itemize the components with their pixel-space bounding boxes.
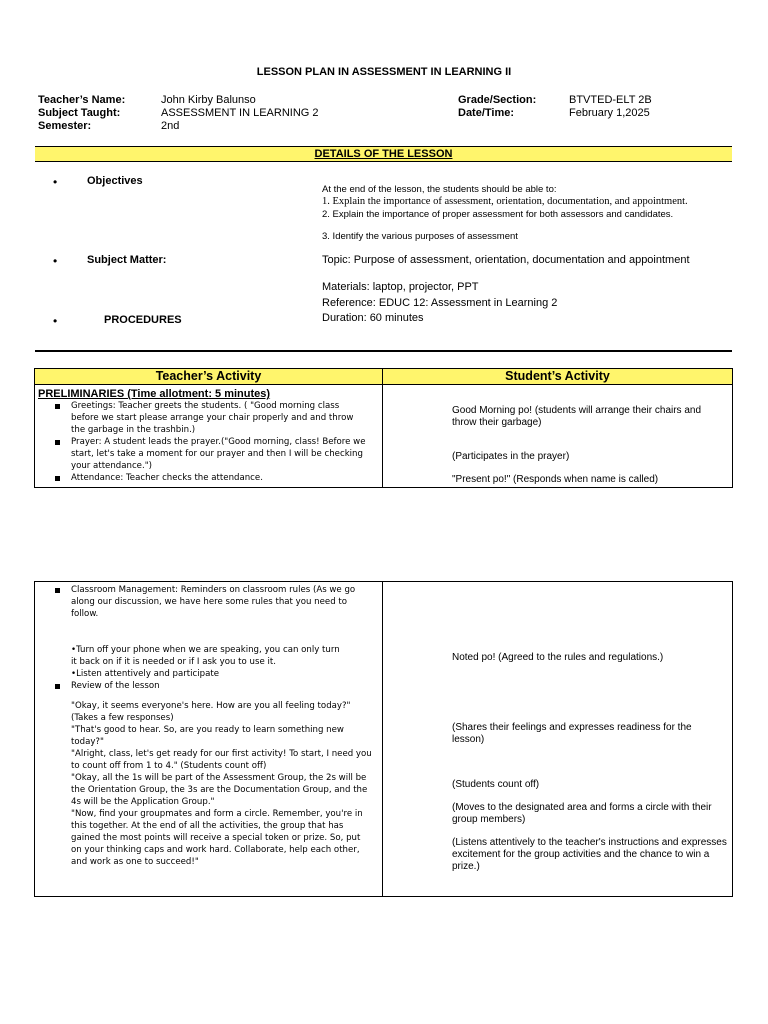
student-moves-response: (Moves to the designated area and forms a circle with their group members) — [452, 802, 712, 825]
semester-label: Semester: — [38, 120, 92, 132]
objective-item-2: 2. Explain the importance of proper assessment for both assessors and candidates. — [322, 209, 674, 220]
teacher-activity-cell — [35, 385, 383, 488]
subject-matter-materials: Materials: laptop, projector, PPT — [322, 281, 479, 293]
teacher-name-value: John Kirby Balunso — [161, 94, 256, 106]
document-title: LESSON PLAN IN ASSESSMENT IN LEARNING II — [256, 66, 512, 78]
student-count-response: (Students count off) — [452, 779, 540, 790]
student-activity-header: Student’s Activity — [383, 369, 733, 385]
student-noted-response: Noted po! (Agreed to the rules and regulations.) — [452, 652, 664, 663]
list-item — [35, 436, 382, 472]
prayer-text: Prayer: A student leads the prayer.("Good morning, class! Before we start, let's take a moment for our prayer and then I will be checking your attendance.") — [71, 437, 366, 471]
subject-matter-label: Subject Matter: — [87, 254, 167, 266]
activity-table-2 — [34, 581, 733, 897]
bullet-objectives: • — [53, 175, 58, 189]
teacher-activity-cell — [35, 582, 383, 897]
teacher-activity-header: Teacher’s Activity — [35, 369, 383, 385]
student-activity-cell — [383, 385, 733, 488]
objective-item-1: 1. Explain the importance of assessment, orientation, documentation, and appointment. — [322, 196, 688, 207]
activity-table-1 — [34, 368, 733, 488]
date-time-value: February 1,2025 — [569, 107, 650, 119]
objective-item-3: 3. Identify the various purposes of assessment — [322, 231, 518, 242]
list-item — [35, 680, 382, 692]
preliminaries-heading: PRELIMINARIES (Time allotment: 5 minutes) — [38, 388, 271, 400]
details-heading: DETAILS OF THE LESSON — [314, 148, 453, 160]
objectives-intro: At the end of the lesson, the students should be able to: — [322, 184, 557, 195]
grade-section-value: BTVTED-ELT 2B — [569, 94, 652, 106]
subject-taught-label: Subject Taught: — [38, 107, 121, 119]
details-heading-band — [35, 146, 732, 162]
teacher-paragraph-4: "Okay, all the 1s will be part of the Assessment Group, the 2s will be the Orientation Group, the 3s are the Documentation Group, and the 4s will be the Application Group." — [71, 773, 368, 807]
teacher-paragraph-3: "Alright, class, let's get ready for our first activity! To start, I need you to count off from 1 to 4." (Students count off) — [71, 749, 372, 771]
bullet-procedures: • — [53, 314, 58, 328]
teacher-paragraph-1: "Okay, it seems everyone's here. How are you all feeling today?" (Takes a few responses) — [71, 701, 351, 723]
student-activity-cell — [383, 582, 733, 897]
grade-section-label: Grade/Section: — [458, 94, 537, 106]
procedures-label: PROCEDURES — [104, 314, 182, 326]
student-attendance-response: "Present po!" (Responds when name is called) — [452, 474, 659, 485]
subject-matter-topic: Topic: Purpose of assessment, orientation, documentation and appointment — [322, 254, 690, 266]
list-item — [35, 400, 382, 436]
objectives-label: Objectives — [87, 175, 143, 187]
date-time-label: Date/Time: — [458, 107, 515, 119]
subject-matter-duration: Duration: 60 minutes — [322, 312, 424, 324]
rule-phone: •Turn off your phone when we are speaking, you can only turn it back on if it is needed or if I ask you to use it. — [71, 645, 340, 667]
teacher-name-label: Teacher’s Name: — [38, 94, 126, 106]
student-listens-response: (Listens attentively to the teacher's instructions and expresses excitement for the group activities and the chance to win a prize.) — [452, 837, 727, 872]
student-greetings-response: Good Morning po! (students will arrange their chairs and throw their garbage) — [452, 405, 702, 428]
student-shares-response: (Shares their feelings and expresses readiness for the lesson) — [452, 722, 692, 745]
semester-value: 2nd — [161, 120, 180, 132]
rule-listen: •Listen attentively and participate — [71, 669, 220, 679]
bullet-subject-matter: • — [53, 254, 58, 268]
teacher-paragraph-5: "Now, find your groupmates and form a circle. Remember, you're in this together. At the end of all the activities, the group that has gained the most points will receive a special token or prize. So, put on your thinking caps and work hard. Collaborate, help each other, and work as one to succeed!" — [71, 809, 363, 867]
review-text: Review of the lesson — [71, 681, 160, 691]
attendance-text: Attendance: Teacher checks the attendance. — [71, 473, 263, 483]
greetings-text: Greetings: Teacher greets the students. ( "Good morning class before we start please arrange your chair properly and and throw the garbage in the trashbin.) — [71, 401, 354, 435]
subject-matter-reference: Reference: EDUC 12: Assessment in Learning 2 — [322, 297, 558, 309]
list-item — [35, 584, 382, 620]
list-item — [35, 472, 382, 484]
section-divider — [35, 350, 732, 352]
teacher-paragraph-2: "That's good to hear. So, are you ready to learn something new today?" — [71, 725, 344, 747]
classroom-management-text: Classroom Management: Reminders on classroom rules (As we go along our discussion, we have here some rules that you need to follow. — [71, 585, 356, 619]
student-prayer-response: (Participates in the prayer) — [452, 451, 570, 462]
subject-taught-value: ASSESSMENT IN LEARNING 2 — [161, 107, 319, 119]
